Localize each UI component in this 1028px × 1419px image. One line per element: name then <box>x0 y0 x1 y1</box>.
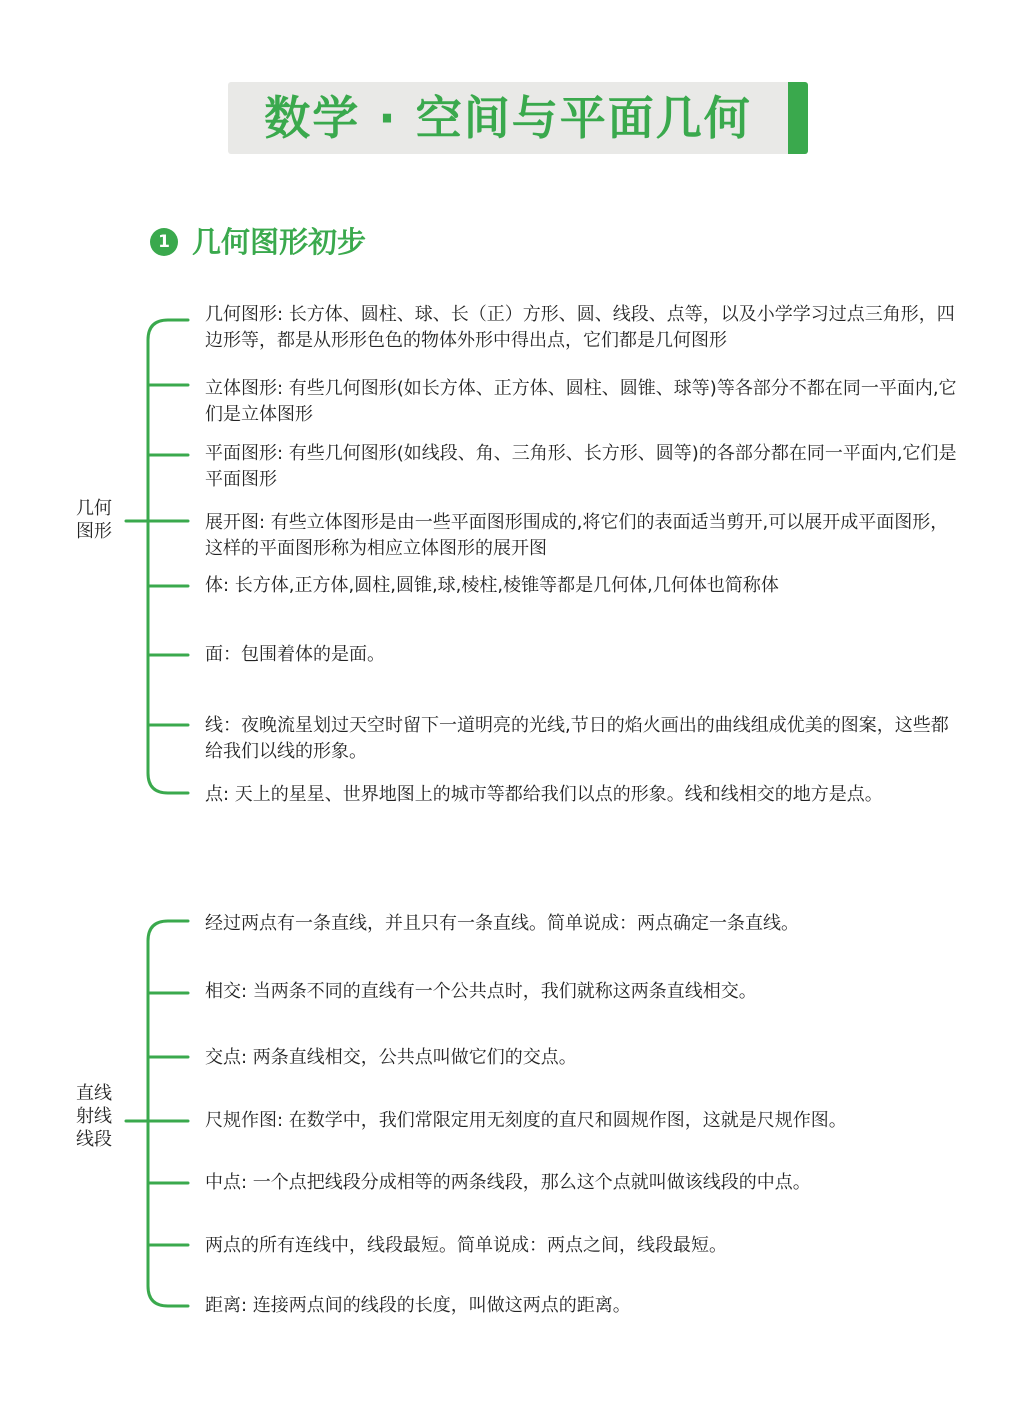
list-item: 距离: 连接两点间的线段的长度，叫做这两点的距离。 <box>205 1295 631 1316</box>
bracket-group-2 <box>148 921 188 1306</box>
page-title: 数学 · 空间与平面几何 <box>264 91 752 145</box>
list-item: 经过两点有一条直线，并且只有一条直线。简单说成：两点确定一条直线。 <box>205 913 799 934</box>
list-item: 中点: 一个点把线段分成相等的两条线段，那么这个点就叫做该线段的中点。 <box>205 1172 811 1193</box>
list-item: 立体图形: 有些几何图形(如长方体、正方体、圆柱、圆锥、球等)等各部分不都在同一平面内,它们是立体图形 <box>205 378 957 425</box>
list-item: 交点: 两条直线相交，公共点叫做它们的交点。 <box>205 1047 577 1068</box>
bracket-group-1 <box>148 320 188 793</box>
list-item: 体: 长方体,正方体,圆柱,圆锥,球,棱柱,棱锥等都是几何体,几何体也简称体 <box>205 575 779 596</box>
group-label-line: 射线 <box>76 1106 112 1127</box>
group-label-lines <box>62 1082 126 1151</box>
list-item: 线：夜晚流星划过天空时留下一道明亮的光线,节日的焰火画出的曲线组成优美的图案，这些都给我们以线的形象。 <box>205 715 949 762</box>
list-item: 平面图形: 有些几何图形(如线段、角、三角形、长方形、圆等)的各部分都在同一平面内,它们是平面图形 <box>205 443 957 490</box>
group-label-line: 图形 <box>76 521 112 542</box>
list-item: 尺规作图: 在数学中，我们常限定用无刻度的直尺和圆规作图，这就是尺规作图。 <box>205 1110 847 1131</box>
group-label-geometric-figures <box>62 497 126 543</box>
section-number-badge: 1 <box>150 228 178 256</box>
group-label-line: 几何 <box>76 498 112 519</box>
group-label-line: 线段 <box>76 1129 112 1150</box>
list-item: 相交: 当两条不同的直线有一个公共点时，我们就称这两条直线相交。 <box>205 981 757 1002</box>
list-item: 展开图: 有些立体图形是由一些平面图形围成的,将它们的表面适当剪开,可以展开成平面图形，这样的平面图形称为相应立体图形的展开图 <box>205 512 949 559</box>
group-label-line: 直线 <box>76 1083 112 1104</box>
list-item: 点: 天上的星星、世界地图上的城市等都给我们以点的形象。线和线相交的地方是点。 <box>205 784 883 805</box>
section-title: 几何图形初步 <box>192 225 367 259</box>
list-item: 两点的所有连线中，线段最短。简单说成：两点之间，线段最短。 <box>205 1235 727 1256</box>
list-item: 面：包围着体的是面。 <box>205 644 385 665</box>
list-item: 几何图形: 长方体、圆柱、球、长（正）方形、圆、线段、点等，以及小学学习过点三角形，四边形等，都是从形形色色的物体外形中得出点，它们都是几何图形 <box>205 304 955 351</box>
